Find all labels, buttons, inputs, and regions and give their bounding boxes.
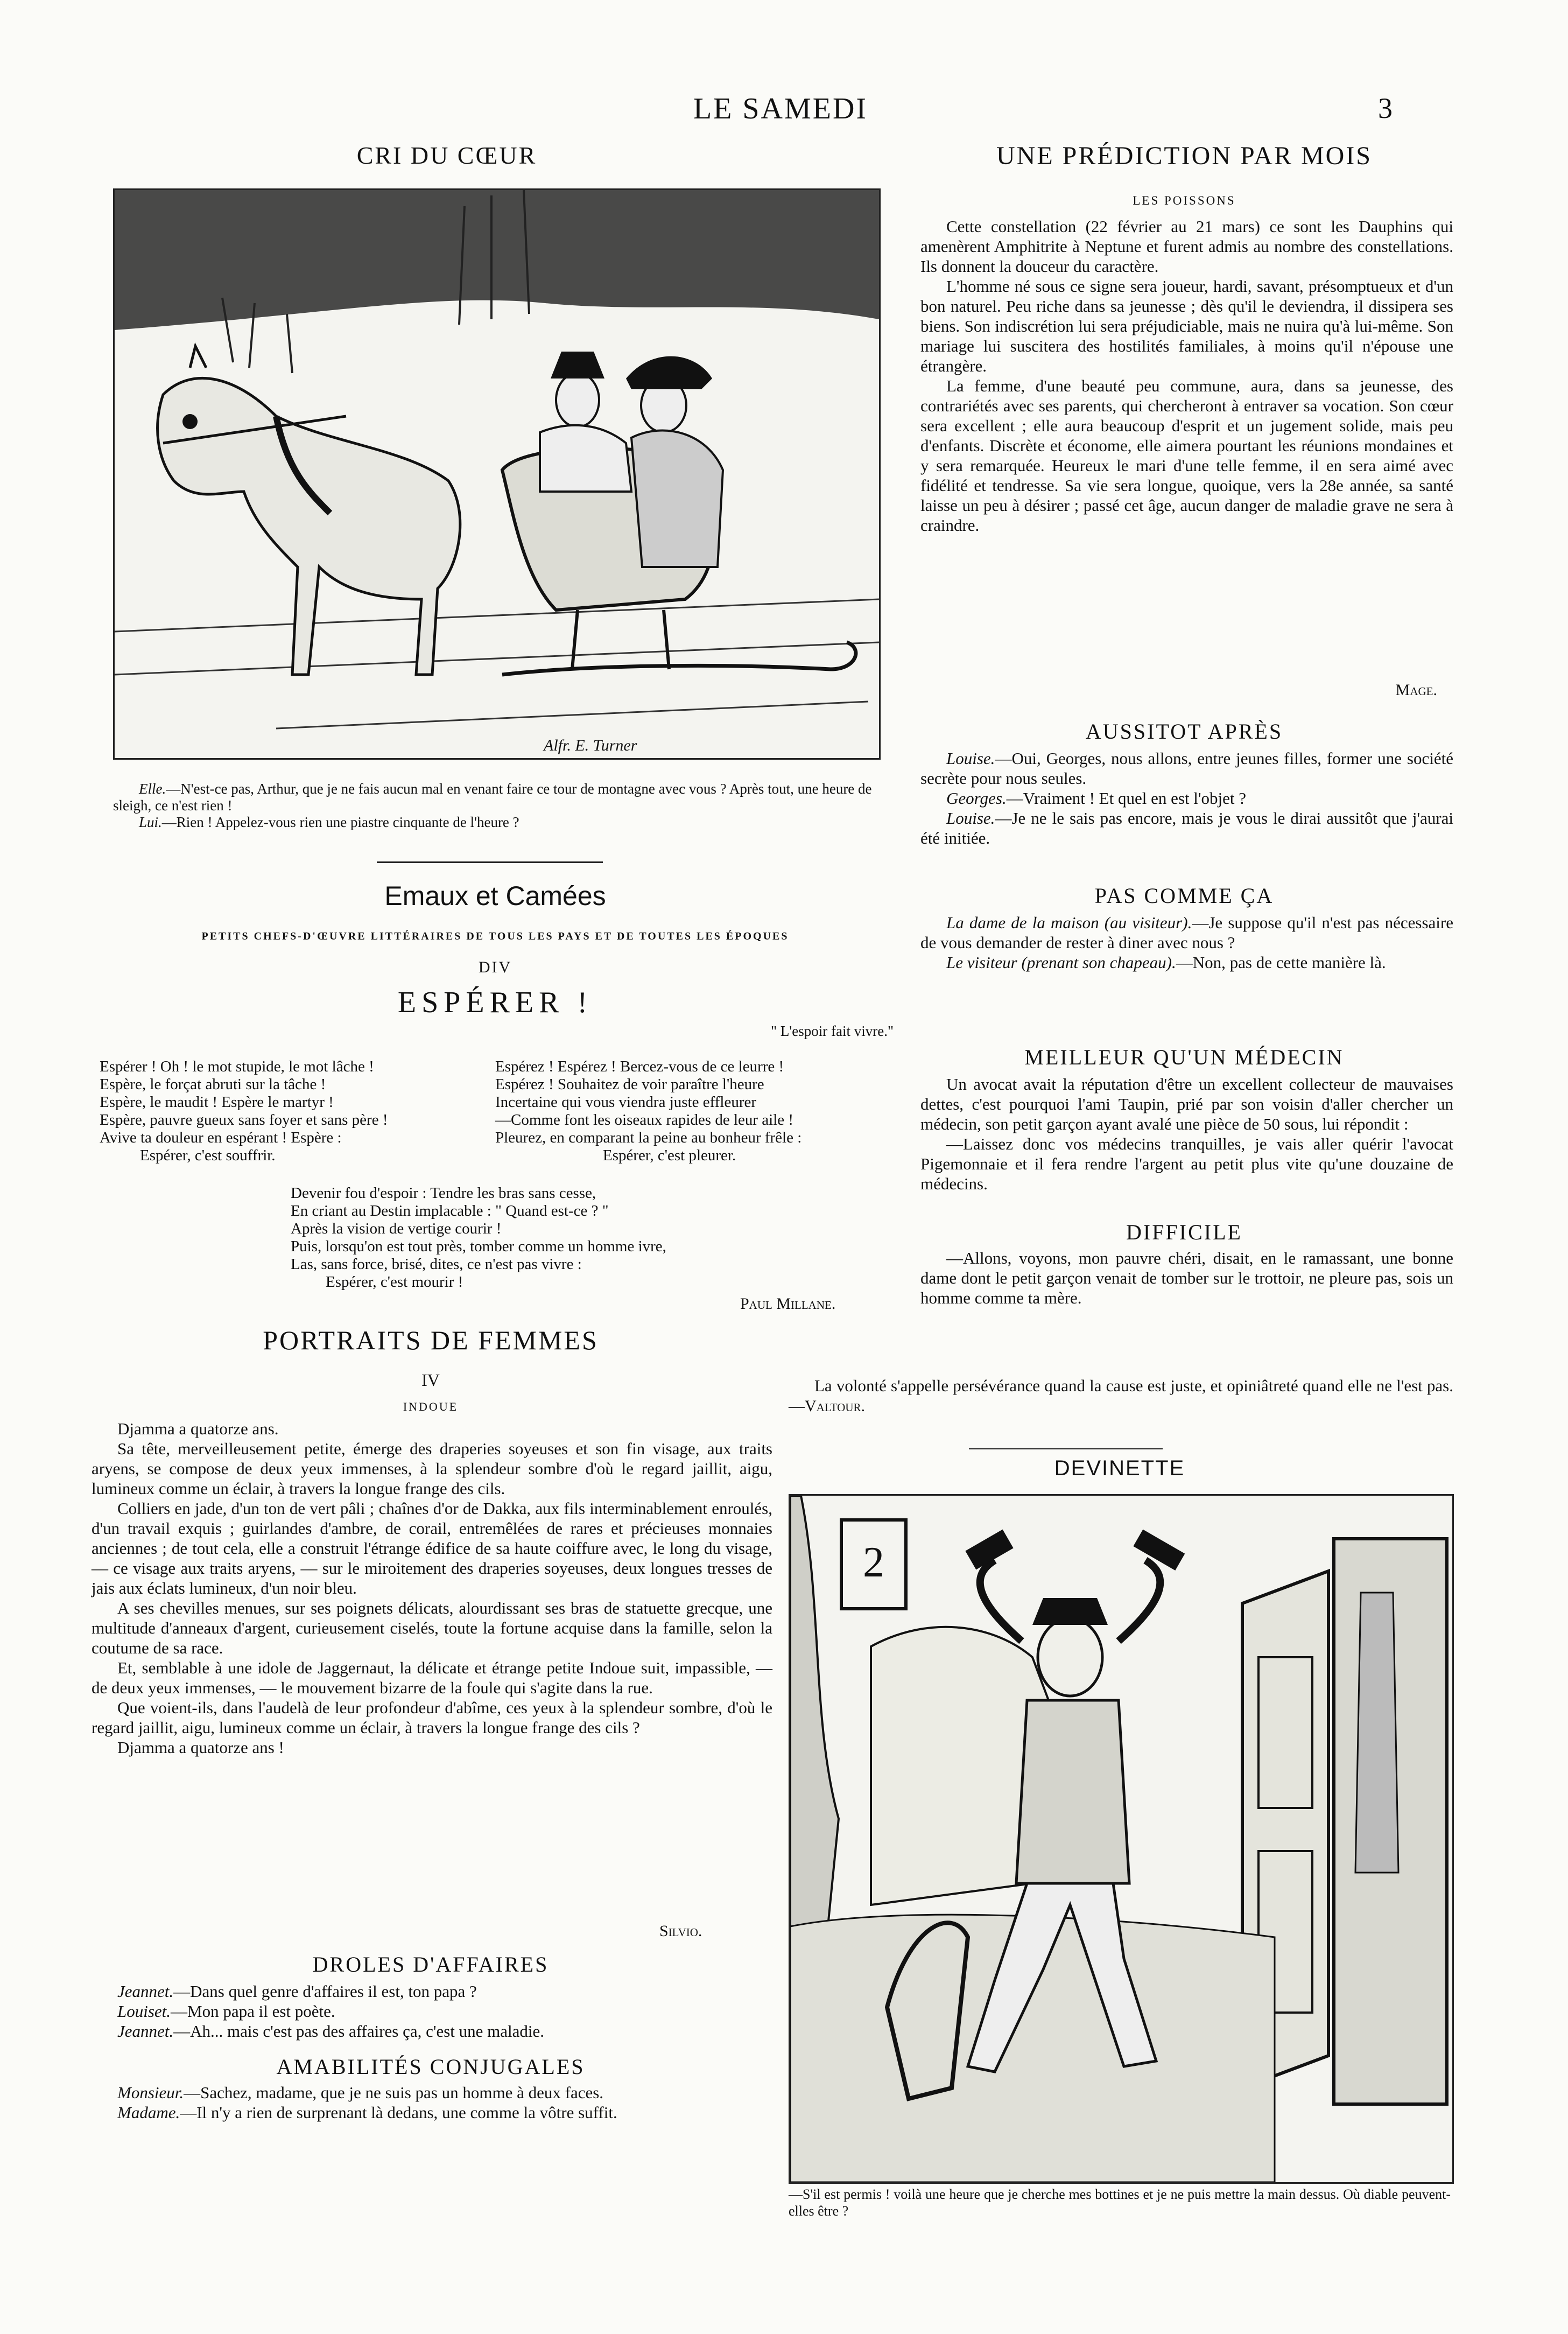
prediction-title: UNE PRÉDICTION PAR MOIS [996,142,1372,170]
poem-line: Espérez ! Espérez ! Bercez-vous de ce leurre ! [495,1058,784,1075]
dialogue-speaker: Jeannet. [117,2022,174,2041]
portraits-paragraph: Colliers en jade, d'un ton de vert pâli ; chaînes d'or de Dakka, aux fils interminablement enroulés, d'un travail exquis ; guirlandes d'ambre, de corail, entremêlées de rares et précieuses monnaies anciennes ; de tout cela, elle a construit l'étrange édifice de sa haute coiffure avec, le long du visage, — ce visage aux traits aryens, — sur le miroitement des draperies soyeuses, deux longues tresses de jais aux éclats lumineux, d'un noir bleu. [92,1499,772,1597]
poem-line: Espère, le maudit ! Espère le martyr ! [100,1094,334,1111]
portraits-body [92,1419,772,1757]
dialogue-text: —Sachez, madame, que je ne suis pas un homme à deux faces. [184,2083,604,2102]
sleigh-illustration [113,188,881,760]
meilleur-paragraph: Un avocat avait la réputation d'être un excellent collecteur de mauvaises dettes, c'est pourquoi l'ami Taupin, prié par son voisin d'aller chercher un médecin, son petit garçon ayant avalé une pièce de 50 sous, lui répondit : [920,1075,1453,1133]
poem-stanza-1 [100,1058,476,1165]
portraits-paragraph: Djamma a quatorze ans ! [117,1738,284,1757]
droles-dialogue [92,1981,772,2041]
poem-epigraph: " L'espoir fait vivre." [771,1023,894,1039]
poem-line: Espère, pauvre gueux sans foyer et sans père ! [100,1111,388,1129]
poem-line: Espère, le forçat abruti sur la tâche ! [100,1076,326,1093]
poem-line: Espérer ! Oh ! le mot stupide, le mot lâche ! [100,1058,374,1075]
portraits-paragraph: Sa tête, merveilleusement petite, émerge des draperies soyeuses et son fin visage, aux traits aryens, se compose de deux yeux immenses, à la splendeur sombre d'où le regard jaillit, aigu, lumineux comme un éclair, à travers la longue frange des cils. [92,1439,772,1498]
pas-comme-title: PAS COMME ÇA [1094,884,1274,908]
prediction-paragraph: La femme, d'une beauté peu commune, aura, dans sa jeunesse, des contrariétés avec ses parents, qui chercheront à entraver sa vocation. Son cœur sera excellent ; elle aura beaucoup d'esprit et un jugement solide, mais peu d'enfants. Discrète et économe, elle aimera pourtant les réunions mondaines et y sera remarquée. Heureux le mari d'une telle femme, il en sera aimé avec fidélité et tendresse. Sa vie sera longue, quoique, vers la 28e année, sa santé laisse un peu à désirer ; passé cet âge, aucun danger de maladie grave ne sera à craindre. [920,376,1453,535]
poem-line: Espérer, c'est mourir ! [326,1273,463,1291]
poem-line: Incertaine qui vous viendra juste effleurer [495,1094,757,1111]
dialogue-speaker: Jeannet. [117,1982,174,2001]
portraits-subtitle: INDOUE [403,1400,459,1413]
dialogue-speaker: La dame de la maison (au visiteur). [946,913,1192,932]
emaux-number: DIV [478,958,512,976]
amabilites-dialogue [92,2083,772,2122]
poem-line: Devenir fou d'espoir : Tendre les bras sans cesse, [291,1184,596,1202]
caption-speaker: Lui. [139,814,162,830]
dialogue-text: —Ah... mais c'est pas des affaires ça, c'est une maladie. [173,2022,545,2041]
poem-line: Après la vision de vertige courir ! [291,1220,502,1237]
caption-speaker: Elle. [139,781,166,797]
poem-line: Las, sans force, brisé, dites, ce n'est pas vivre : [291,1256,582,1273]
poem-line: Espérer, c'est pleurer. [603,1147,736,1164]
poem-line: Puis, lorsqu'on est tout près, tomber comme un homme ivre, [291,1238,666,1255]
dialogue-text: —Je ne le sais pas encore, mais je vous le dirai aussitôt que j'aurai été initiée. [920,809,1453,847]
dialogue-speaker: Madame. [117,2103,180,2122]
dialogue-text: —Je suppose qu'il n'est pas nécessaire de vous demander de rester à diner avec nous ? [920,913,1453,952]
poem-line: Pleurez, en comparant la peine au bonheur frêle : [495,1129,802,1146]
dialogue-text: —Non, pas de cette manière là. [1176,953,1386,972]
difficile-title: DIFFICILE [1126,1220,1242,1244]
meilleur-paragraph: —Laissez donc vos médecins tranquilles, je vais aller quérir l'avocat Pigemonnaie et il fera rendre l'argent au petit plus vite qu'une douzaine de médecins. [920,1134,1453,1193]
poem-line: Espérer, c'est souffrir. [140,1147,276,1164]
portraits-paragraph: A ses chevilles menues, sur ses poignets délicats, alourdissant ses bras de statuette grecque, une multitude d'anneaux d'argent, curieusement ciselés, toute la fortune acquise dans la famille, selon la coutume de sa race. [92,1599,772,1657]
poem-stanza-3 [291,1184,721,1291]
devinette-caption: —S'il est permis ! voilà une heure que je cherche mes bottines et je ne puis mettre la main dessus. Où diable peuvent-elles être ? [789,2186,1451,2219]
devinette-title: DEVINETTE [1054,1456,1185,1480]
dialogue-speaker: Louise. [946,749,995,768]
newspaper-title: LE SAMEDI [693,92,868,125]
separator-rule [969,1448,1163,1449]
aussitot-dialogue [920,748,1453,848]
poem-stanza-2 [495,1058,883,1165]
dialogue-text: —Vraiment ! Et quel en est l'objet ? [1006,789,1246,808]
poem-line: Avive ta douleur en espérant ! Espère : [100,1129,342,1146]
poem-title: ESPÉRER ! [397,986,593,1019]
dialogue-text: —Il n'y a rien de surprenant là dedans, une comme la vôtre suffit. [180,2103,617,2122]
sleigh-caption [113,781,883,831]
dialogue-speaker: Louiset. [117,2002,171,2021]
devinette-drawing [790,1496,1452,2182]
caption-text: —N'est-ce pas, Arthur, que je ne fais aucun mal en venant faire ce tour de montagne avec vous ? Après tout, une heure de sleigh, ce n'est rien ! [113,781,872,814]
dialogue-speaker: Le visiteur (prenant son chapeau). [946,953,1176,972]
pas-comme-dialogue [920,913,1453,972]
poem-line: En criant au Destin implacable : " Quand est-ce ? " [291,1202,609,1219]
difficile-paragraph: —Allons, voyons, mon pauvre chéri, disait, en le ramassant, une bonne dame dont le petit garçon venait de tomber sur le trottoir, ne pleure pas, sois un homme comme ta mère. [920,1249,1453,1307]
emaux-title: Emaux et Camées [384,881,606,911]
dialogue-speaker: Louise. [946,809,995,828]
poem-line: Espérez ! Souhaitez de voir paraître l'heure [495,1076,764,1093]
maxim-signature: —Valtour. [789,1397,866,1415]
maxim-text: La volonté s'appelle persévérance quand la cause est juste, et opiniâtreté quand elle ne l'est pas. [814,1376,1453,1395]
separator-rule [377,861,603,863]
dialogue-text: —Oui, Georges, nous allons, entre jeunes filles, former une société secrète pour nous seules. [920,749,1453,788]
devinette-illustration [789,1494,1454,2184]
portraits-number: IV [421,1370,440,1390]
prediction-paragraph: L'homme né sous ce signe sera joueur, hardi, savant, présomptueux et d'un bon naturel. Peu riche dans sa jeunesse ; dès qu'il le deviendra, il dissipera ses biens. Son indiscrétion lui sera préjudiciable, mais ne nuira qu'à lui-même. Son mariage lui suscitera des hostilités familiales, à moins qu'il n'épouse une étrangère. [920,277,1453,375]
dialogue-speaker: Georges. [946,789,1007,808]
emaux-signature: Paul Millane. [740,1295,836,1313]
prediction-paragraph: Cette constellation (22 février au 21 mars) ce sont les Dauphins qui amenèrent Amphitrite à Neptune et furent admis au nombre des constellations. Ils donnent la douceur du caractère. [920,217,1453,276]
droles-title: DROLES D'AFFAIRES [312,1952,549,1976]
emaux-subtitle: PETITS CHEFS-D'ŒUVRE LITTÉRAIRES DE TOUS LES PAYS ET DE TOUTES LES ÉPOQUES [201,930,789,942]
dialogue-text: —Mon papa il est poète. [171,2002,335,2021]
illustration-signature: Alfr. E. Turner [544,737,637,754]
caption-text: —Rien ! Appelez-vous rien une piastre cinquante de l'heure ? [161,814,519,830]
valtour-maxim [789,1376,1453,1416]
prediction-subtitle: LES POISSONS [1133,194,1236,207]
meilleur-title: MEILLEUR QU'UN MÉDECIN [1024,1045,1344,1069]
dialogue-text: —Dans quel genre d'affaires il est, ton papa ? [173,1982,477,2001]
wall-frame-label: 2 [863,1539,884,1586]
prediction-signature: Mage. [1395,681,1437,699]
portraits-signature: Silvio. [659,1922,702,1940]
portraits-paragraph: Djamma a quatorze ans. [117,1419,279,1438]
amabilites-title: AMABILITÉS CONJUGALES [276,2055,585,2079]
portraits-title: PORTRAITS DE FEMMES [263,1325,599,1355]
cri-du-coeur-title: CRI DU CŒUR [356,142,537,169]
aussitot-title: AUSSITOT APRÈS [1085,719,1283,744]
portraits-paragraph: Et, semblable à une idole de Jaggernaut, la délicate et étrange petite Indoue suit, impassible, — de deux yeux immenses, — le mouvement bizarre de la foule qui s'agite dans la rue. [92,1658,772,1697]
sleigh-drawing [115,190,879,758]
portraits-paragraph: Que voient-ils, dans l'audelà de leur profondeur d'abîme, ces yeux à la splendeur sombre, d'où le regard jaillit, aigu, lumineux comme un éclair, à travers la longue frange des cils ? [92,1698,772,1737]
dialogue-speaker: Monsieur. [117,2083,184,2102]
difficile-body [920,1248,1453,1308]
meilleur-body [920,1074,1453,1194]
page-number: 3 [1378,92,1393,124]
prediction-body [920,216,1453,535]
poem-line: —Comme font les oiseaux rapides de leur aile ! [495,1111,794,1129]
